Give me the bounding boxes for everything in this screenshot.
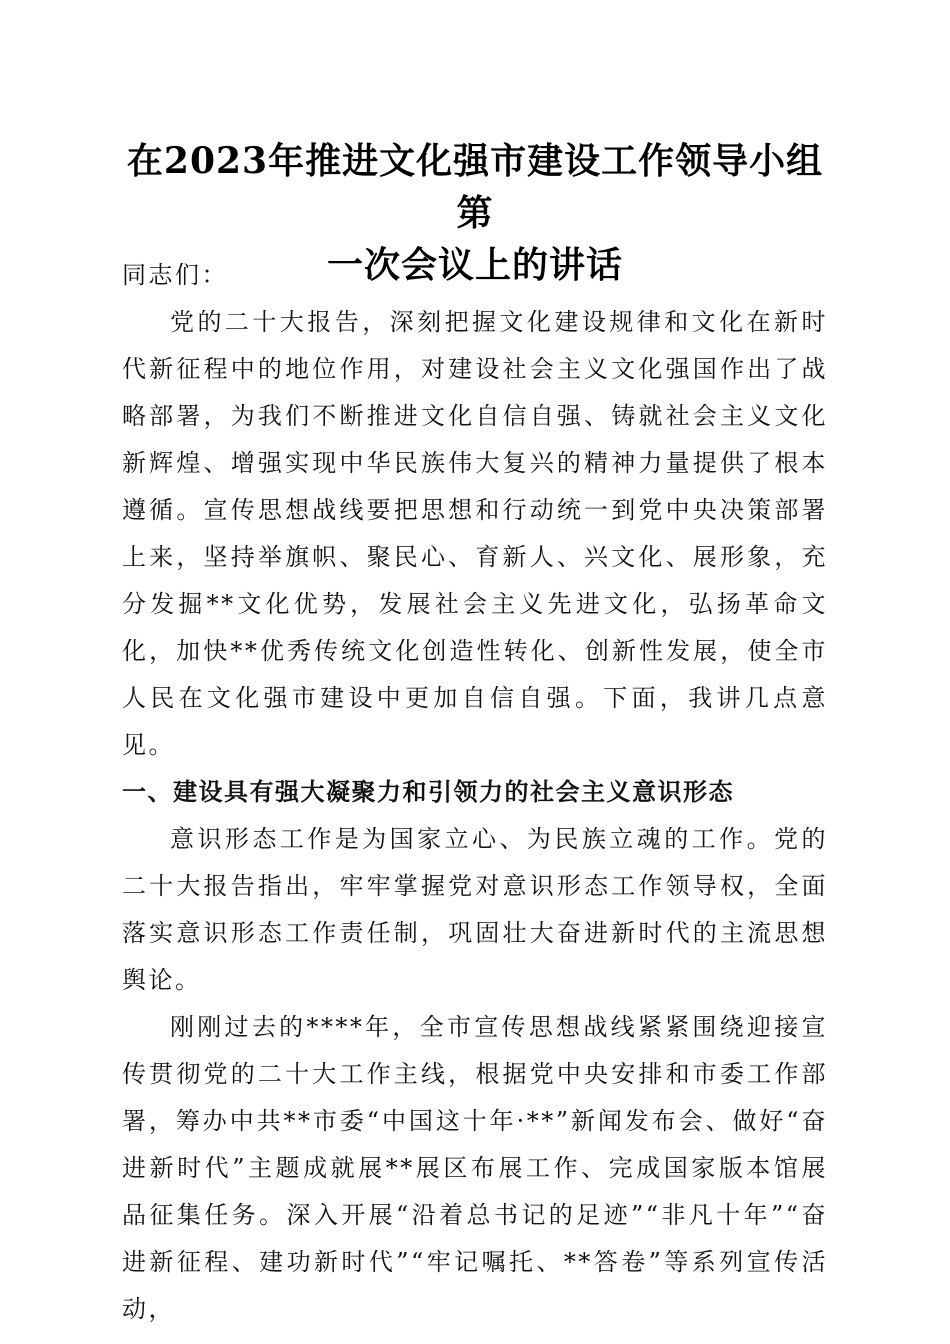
title-line-2: 一次会议上的讲话: [326, 244, 623, 286]
salutation: 同志们：: [122, 261, 228, 289]
section1-paragraph-1: 意识形态工作是为国家立心、为民族立魂的工作。党的二十大报告指出，牢牢掌握党对意识形态工作领导权，全面落实意识形态工作责任制，巩固壮大奋进新时代的主流思想舆论。: [122, 825, 828, 994]
section-heading-1: 一、建设具有强大凝聚力和引领力的社会主义意识形态: [122, 778, 734, 806]
document-body: [122, 252, 828, 1333]
intro-paragraph: 党的二十大报告，深刻把握文化建设规律和文化在新时代新征程中的地位作用，对建设社会主义文化强国作出了战略部署，为我们不断推进文化自信自强、铸就社会主义文化新辉煌、增强实现中华民族伟大复兴的精神力量提供了根本遵循。宣传思想战线要把思想和行动统一到党中央决策部署上来，坚持举旗帜、聚民心、育新人、兴文化、展形象，充分发掘**文化优势，发展社会主义先进文化，弘扬革命文化，加快**优秀传统文化创造性转化、创新性发展，使全市人民在文化强市建设中更加自信自强。下面，我讲几点意见。: [122, 308, 828, 759]
title-line-1: 在2023年推进文化强市建设工作领导小组第: [126, 140, 824, 234]
section1-paragraph-2: 刚刚过去的****年，全市宣传思想战线紧紧围绕迎接宣传贯彻党的二十大工作主线，根据党中央安排和市委工作部署，筹办中共**市委“中国这十年·**”新闻发布会、做好“奋进新时代”主题成就展**展区布展工作、完成国家版本馆展品征集任务。深入开展“沿着总书记的足迹”“非凡十年”“奋进新征程、建功新时代”“牢记嘱托、**答卷”等系列宣传活动，: [122, 1013, 828, 1323]
